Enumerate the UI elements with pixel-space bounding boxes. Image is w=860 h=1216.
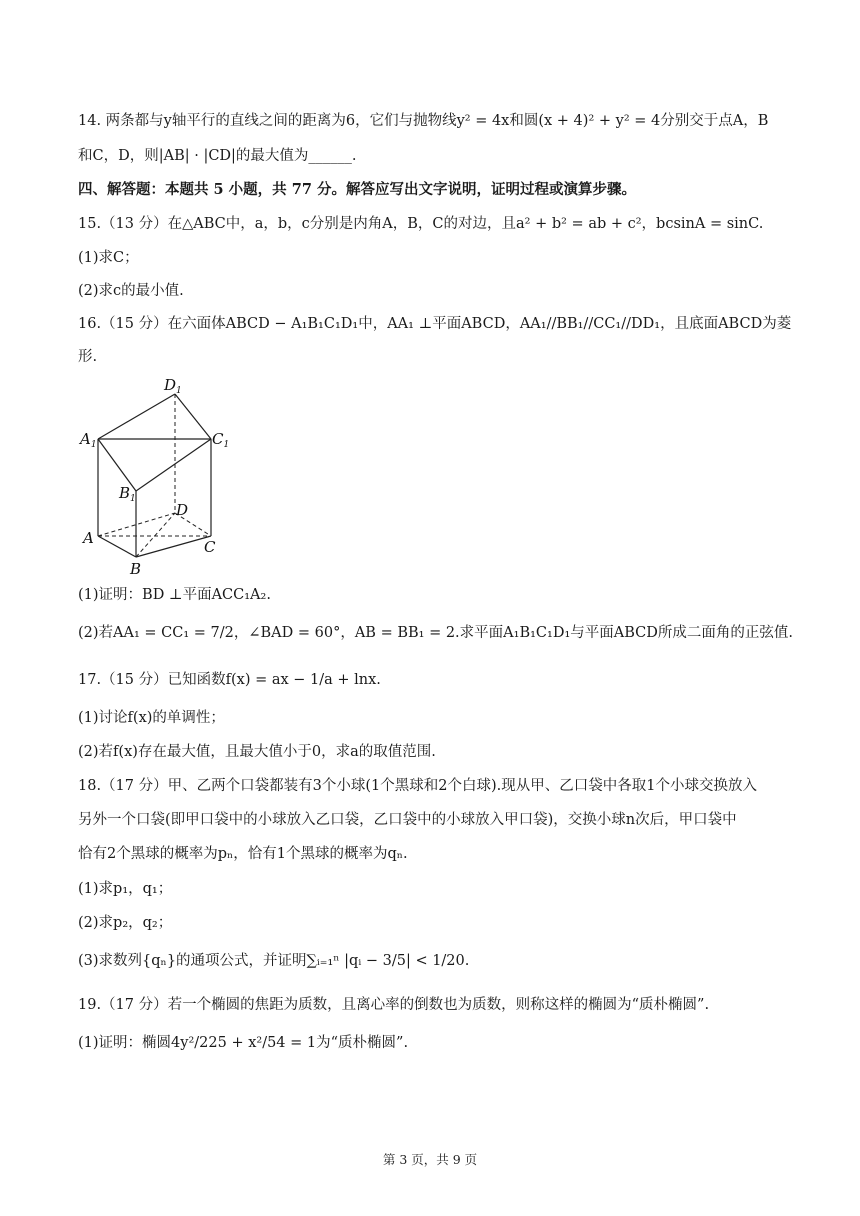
edge-b-c [136,536,211,557]
q18-line-3: 恰有2个黑球的概率为pₙ，恰有1个黑球的概率为qₙ. [78,846,408,862]
q17-part-1: (1)讨论f(x)的单调性； [78,710,225,726]
q16-line-2: 形. [78,349,98,365]
q14-line-1: 14. 两条都与y轴平行的直线之间的距离为6，它们与抛物线y² = 4x和圆(x + 4)² + y² = 4分别交于点A，B [78,113,769,129]
q17-stem: 17.（15 分）已知函数f(x) = ax − 1/a + lnx. [78,672,381,688]
q15-part-1: (1)求C； [78,250,139,266]
q16-part-2: (2)若AA₁ = CC₁ = 7/2，∠BAD = 60°，AB = BB₁ = 2.求平面A₁B₁C₁D₁与平面ABCD所成二面角的正弦值. [78,625,793,641]
label-c1: $C_1$ [212,430,230,450]
q18-part-3: (3)求数列{qₙ}的通项公式，并证明∑ᵢ₌₁ⁿ |qᵢ − 3/5| < 1/20. [78,953,470,969]
q19-part-1: (1)证明：椭圆4y²/225 + x²/54 = 1为“质朴椭圆”. [78,1035,409,1051]
label-c: C [204,538,216,556]
label-d: D [176,501,189,519]
label-b: B [130,560,142,577]
section-4-heading: 四、解答题：本题共 5 小题，共 77 分。解答应写出文字说明，证明过程或演算步骤。 [78,181,636,198]
edge-c1-b1 [136,439,211,491]
hidden-diagonal-b-d [136,513,175,557]
label-a: A [83,529,94,547]
edge-a-b [98,536,136,557]
edge-d1-c1 [175,394,211,439]
q16-part-1: (1)证明：BD ⊥平面ACC₁A₂. [78,587,271,603]
page-footer: 第 3 页，共 9 页 [382,1152,478,1167]
label-d1: $D_1$ [164,376,182,396]
edge-d1-a1 [98,394,175,439]
q17-part-2: (2)若f(x)存在最大值，且最大值小于0，求a的取值范围. [78,744,436,760]
q18-part-1: (1)求p₁，q₁； [78,881,173,897]
hexahedron-diagram [78,372,238,577]
q18-line-2: 另外一个口袋(即甲口袋中的小球放入乙口袋，乙口袋中的小球放入甲口袋)，交换小球n次后，甲口袋中 [78,812,737,828]
q18-part-2: (2)求p₂，q₂； [78,915,173,931]
q18-line-1: 18.（17 分）甲、乙两个口袋都装有3个小球(1个黑球和2个白球).现从甲、乙口袋中各取1个小球交换放入 [78,778,757,794]
label-a1: $A_1$ [80,430,97,450]
q15-part-2: (2)求c的最小值. [78,283,184,299]
label-b1: $B_1$ [119,484,136,504]
q15-stem: 15.（13 分）在△ABC中，a，b，c分别是内角A，B，C的对边，且a² + b² = ab + c²，bcsinA = sinC. [78,216,764,232]
q16-line-1: 16.（15 分）在六面体ABCD − A₁B₁C₁D₁中，AA₁ ⊥平面ABCD，AA₁//BB₁//CC₁//DD₁，且底面ABCD为菱 [78,316,792,332]
edge-a1-b1 [98,439,136,491]
q19-stem: 19.（17 分）若一个椭圆的焦距为质数，且离心率的倒数也为质数，则称这样的椭圆为“质朴椭圆”. [78,997,710,1013]
hexahedron-figure [78,372,238,577]
q14-line-2: 和C，D，则|AB| · |CD|的最大值为______. [78,148,357,164]
